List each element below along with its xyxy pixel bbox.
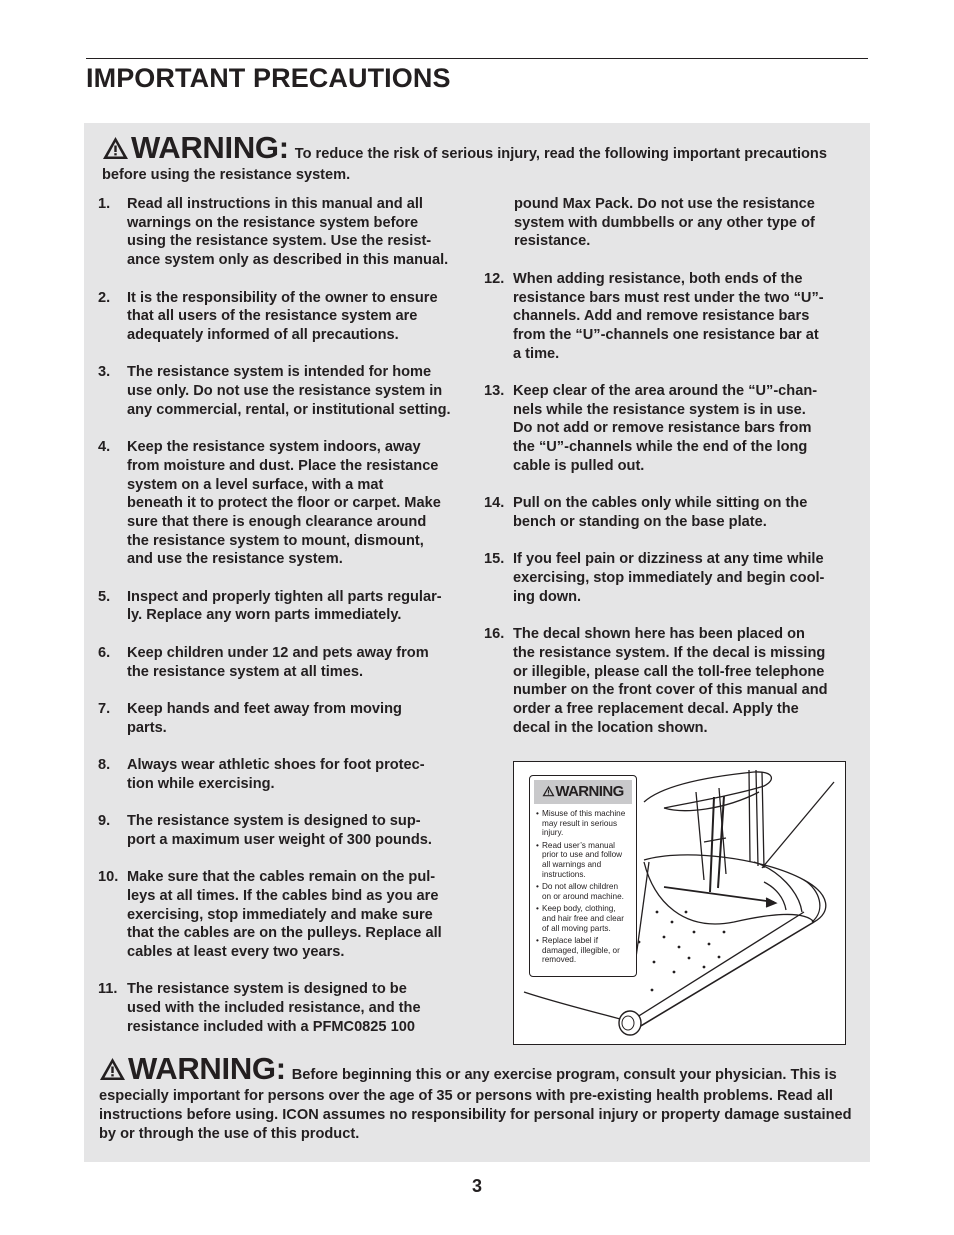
item-text: The resistance system is designed to sup- port a maximum user weight of 300 pounds. xyxy=(127,813,432,848)
item-text: Keep the resistance system indoors, away from moisture and dust. Place the resistance system on a level surface, with a mat beneath it to protect the floor or carpet. Make sure that there is enough clearance around the resistance system to mount, dismount, and use the resistance system. xyxy=(127,439,441,568)
item-number: 14. xyxy=(484,495,505,512)
decal-header xyxy=(534,780,632,804)
list-item xyxy=(98,644,470,681)
item-text: Inspect and properly tighten all parts regular- ly. Replace any worn parts immediately. xyxy=(127,588,442,624)
decal-header-text: WARNING xyxy=(555,783,624,800)
item-text: Keep clear of the area around the “U”-chan- nels while the resistance system is in use. Do not add or remove resistance bars from the “U”-channels while the end of the long cable is pulled out. xyxy=(513,383,818,474)
item-text: The decal shown here has been placed on the resistance system. If the decal is missing or illegible, please call the toll-free telephone number on the front cover of this manual and order a free replacement decal. Apply the decal in the location shown. xyxy=(513,626,828,736)
list-item xyxy=(98,588,470,625)
list-item xyxy=(484,270,856,364)
item-text: Pull on the cables only while sitting on the bench or standing on the base plate. xyxy=(513,495,808,530)
top-rule xyxy=(86,58,868,59)
list-item xyxy=(484,494,856,531)
item-text: It is the responsibility of the owner to ensure that all users of the resistance system are adequately informed of all precautions. xyxy=(127,289,438,343)
warning-triangle-icon xyxy=(99,1057,126,1087)
list-item xyxy=(98,195,470,270)
warning-triangle-icon xyxy=(542,785,555,797)
item-11-continued: pound Max Pack. Do not use the resistance system with dumbbells or any other type of resistance. xyxy=(514,196,815,250)
item-number: 5. xyxy=(98,588,111,605)
list-item xyxy=(98,438,470,569)
item-text: The resistance system is intended for home use only. Do not use the resistance system in any commercial, rental, or institutional setting. xyxy=(127,364,451,418)
item-number: 8. xyxy=(98,756,111,773)
item-number: 13. xyxy=(484,383,505,399)
warning-text: Before beginning this or any exercise program, consult your physician. This is especially important for persons over the age of 35 or persons with pre-existing health problems. Read all instructions before using. ICON assumes no responsibility for personal injury or property damage sustained by or through the use of this product. xyxy=(99,1067,852,1142)
item-text: Keep children under 12 and pets away from the resistance system at all times. xyxy=(127,644,429,680)
list-item xyxy=(98,812,470,849)
decal-bullet: • Keep body, clothing, and hair free and clear of all moving parts. xyxy=(536,904,634,933)
decal-bullet: • Replace label if damaged, illegible, or removed. xyxy=(536,936,634,965)
item-text: If you feel pain or dizziness at any time while exercising, stop immediately and begin cool- ing down. xyxy=(513,551,825,605)
decal-illustration xyxy=(513,761,846,1045)
warning-label: WARNING: xyxy=(131,130,289,165)
warning-label: WARNING: xyxy=(128,1051,286,1086)
item-text: The resistance system is designed to be used with the included resistance, and the resistance included with a PFMC0825 100 xyxy=(127,981,421,1035)
warning-header-top xyxy=(102,130,862,185)
warning-triangle-icon xyxy=(102,136,129,166)
item-text: Make sure that the cables remain on the pul- leys at all times. If the cables bind as you are exercising, stop immediately and make sure that the cables are on the pulleys. Replace all cables at least every two years. xyxy=(127,869,442,960)
precautions-left-column xyxy=(98,195,470,1055)
list-item xyxy=(98,363,470,419)
list-item xyxy=(484,625,856,737)
decal-bullet: • Read user’s manual prior to use and follow all warnings and instructions. xyxy=(536,841,634,879)
item-text: Always wear athletic shoes for foot protec- tion while exercising. xyxy=(127,756,425,792)
item-number: 7. xyxy=(98,700,111,717)
page-number: 3 xyxy=(471,1176,482,1196)
precautions-right-column xyxy=(484,195,856,756)
item-text: When adding resistance, both ends of the resistance bars must rest under the two “U”- channels. Add and remove resistance bars from the “U”-channels one resistance bar at a time. xyxy=(513,270,824,362)
list-item xyxy=(98,289,470,345)
item-number: 1. xyxy=(98,196,111,212)
item-number: 4. xyxy=(98,439,111,456)
item-number: 2. xyxy=(98,289,111,306)
list-item xyxy=(484,382,856,476)
item-number: 3. xyxy=(98,364,111,381)
warning-text: To reduce the risk of serious injury, read the following important precautions before using the resistance system. xyxy=(102,146,827,183)
item-number: 11. xyxy=(98,981,118,998)
item-number: 10. xyxy=(98,869,119,886)
decal-bullet: • Misuse of this machine may result in serious injury. xyxy=(536,809,634,838)
page-title: IMPORTANT PRECAUTIONS xyxy=(86,63,451,93)
list-item xyxy=(98,700,470,737)
decal-bullet: • Do not allow children on or around machine. xyxy=(536,882,634,901)
list-item xyxy=(98,980,470,1036)
item-number: 16. xyxy=(484,626,505,643)
item-text: Keep hands and feet away from moving parts. xyxy=(127,700,402,736)
item-number: 12. xyxy=(484,270,505,287)
list-item xyxy=(98,756,470,793)
list-item xyxy=(98,868,470,962)
item-text: Read all instructions in this manual and all warnings on the resistance system before using the resistance system. Use the resist- ance system only as described in this manual. xyxy=(127,196,449,269)
item-number: 15. xyxy=(484,551,505,568)
list-item xyxy=(484,550,856,606)
warning-header-bottom xyxy=(99,1051,859,1144)
item-number: 9. xyxy=(98,813,111,830)
warning-panel xyxy=(84,123,870,1162)
decal-bullets xyxy=(530,809,636,965)
item-number: 6. xyxy=(98,644,111,661)
warning-decal xyxy=(529,775,637,977)
